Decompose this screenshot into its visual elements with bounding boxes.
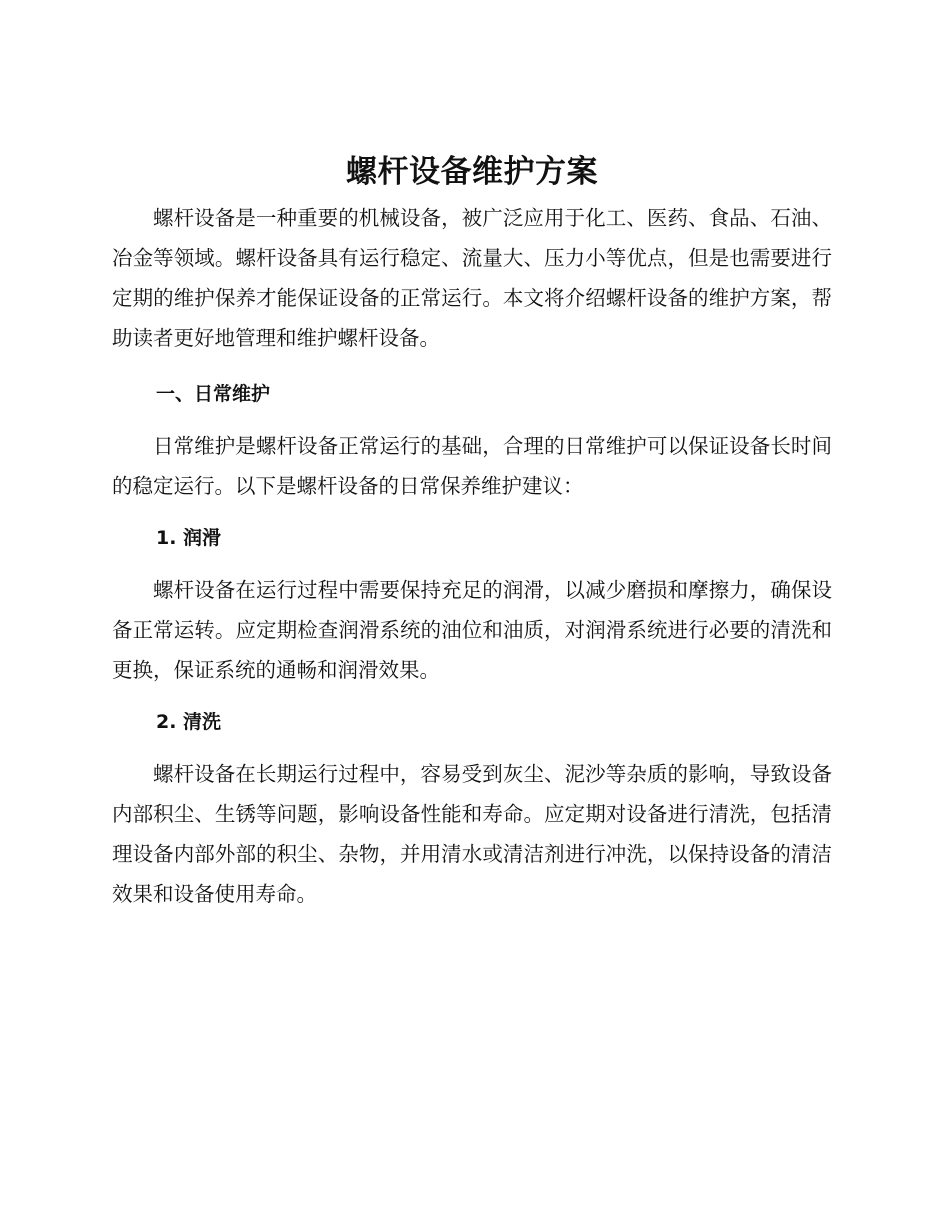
subsection-heading-lubrication: 1. 润滑 [156, 527, 222, 549]
lubrication-paragraph: 螺杆设备在运行过程中需要保持充足的润滑，以减少磨损和摩擦力，确保设备正常运转。应定期检查润滑系统的油位和油质，对润滑系统进行必要的清洗和更换，保证系统的通畅和润滑效果。 [112, 578, 832, 682]
daily-maintenance-paragraph: 日常维护是螺杆设备正常运行的基础，合理的日常维护可以保证设备长时间的稳定运行。以下是螺杆设备的日常保养维护建议： [112, 434, 832, 498]
document-title: 螺杆设备维护方案 [346, 154, 598, 190]
subsection-heading-cleaning: 2. 清洗 [156, 711, 222, 733]
intro-paragraph: 螺杆设备是一种重要的机械设备，被广泛应用于化工、医药、食品、石油、冶金等领域。螺杆设备具有运行稳定、流量大、压力小等优点，但是也需要进行定期的维护保养才能保证设备的正常运行。本文将介绍螺杆设备的维护方案，帮助读者更好地管理和维护螺杆设备。 [112, 206, 832, 350]
section-heading-daily-maintenance: 一、日常维护 [156, 383, 271, 405]
cleaning-paragraph: 螺杆设备在长期运行过程中，容易受到灰尘、泥沙等杂质的影响，导致设备内部积尘、生锈等问题，影响设备性能和寿命。应定期对设备进行清洗，包括清理设备内部外部的积尘、杂物，并用清水或清洁剂进行冲洗，以保持设备的清洁效果和设备使用寿命。 [112, 762, 832, 906]
